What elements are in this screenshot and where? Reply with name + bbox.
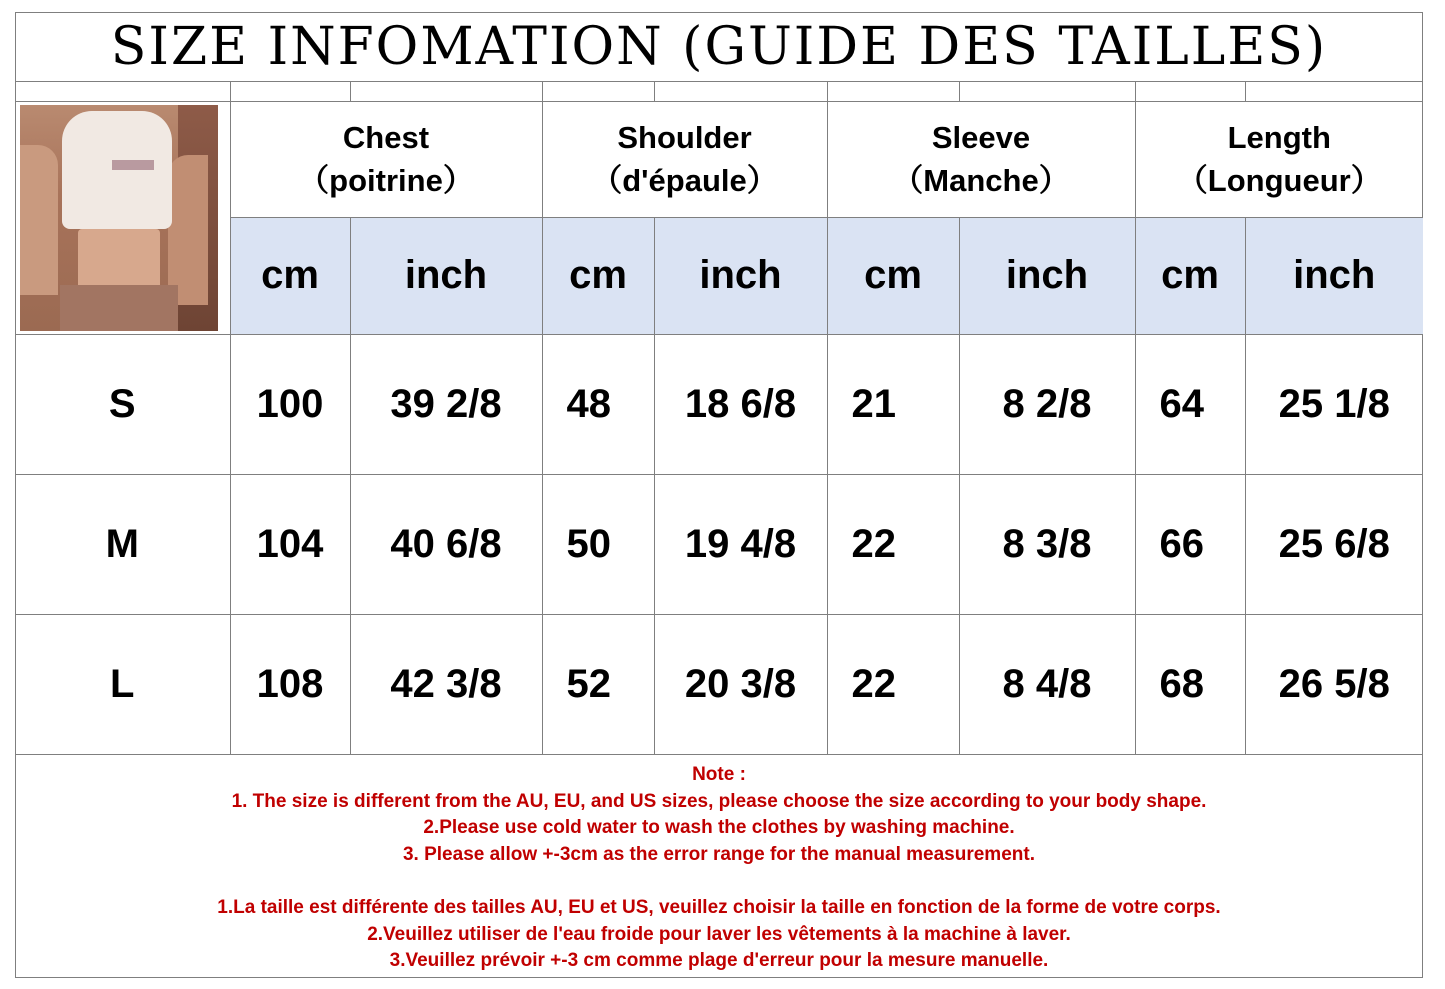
length-inch: 25 1/8 xyxy=(1245,334,1423,474)
length-cm: 68 xyxy=(1135,614,1245,754)
header-shoulder xyxy=(542,101,827,217)
table-row xyxy=(15,614,1423,754)
sleeve-inch: 8 2/8 xyxy=(959,334,1135,474)
unit-inch: inch xyxy=(959,217,1135,334)
measure-header-row xyxy=(15,101,1423,217)
note-en-line: 3. Please allow +-3cm as the error range for the manual measurement. xyxy=(402,843,1035,865)
note-section xyxy=(15,754,1423,978)
note-gap xyxy=(15,868,1423,895)
note-fr-line: 1.La taille est différente des tailles AU, EU et US, veuillez choisir la taille en fonction de la forme de votre corps. xyxy=(217,896,1221,918)
length-cm: 64 xyxy=(1135,334,1245,474)
sleeve-inch: 8 3/8 xyxy=(959,474,1135,614)
note-heading: Note : xyxy=(692,764,746,785)
chest-inch: 42 3/8 xyxy=(350,614,542,754)
header-sleeve-en: Sleeve xyxy=(931,120,1031,155)
sleeve-cm: 21 xyxy=(827,334,959,474)
chart-title: SIZE INFOMATION (GUIDE DES TAILLES) xyxy=(15,12,1423,82)
size-label: M xyxy=(15,474,230,614)
shoulder-cm: 52 xyxy=(542,614,654,754)
size-label: S xyxy=(15,334,230,474)
shoulder-inch: 20 3/8 xyxy=(654,614,827,754)
header-chest xyxy=(230,101,542,217)
unit-cm: cm xyxy=(230,217,350,334)
length-inch: 26 5/8 xyxy=(1245,614,1423,754)
size-table xyxy=(15,82,1423,755)
header-shoulder-fr: （d'épaule） xyxy=(591,163,778,198)
unit-cm: cm xyxy=(827,217,959,334)
unit-inch: inch xyxy=(654,217,827,334)
header-length xyxy=(1135,101,1423,217)
shoulder-cm: 50 xyxy=(542,474,654,614)
unit-cm: cm xyxy=(1135,217,1245,334)
product-photo-cell xyxy=(15,101,230,334)
product-photo xyxy=(20,105,218,331)
chest-inch: 40 6/8 xyxy=(350,474,542,614)
table-row xyxy=(15,474,1423,614)
header-sleeve xyxy=(827,101,1135,217)
shoulder-inch: 19 4/8 xyxy=(654,474,827,614)
size-label: L xyxy=(15,614,230,754)
chest-inch: 39 2/8 xyxy=(350,334,542,474)
header-length-en: Length xyxy=(1227,120,1331,155)
note-en-line: 1. The size is different from the AU, EU, and US sizes, please choose the size according to your body shape. xyxy=(231,790,1207,812)
note-en-line: 2.Please use cold water to wash the clothes by washing machine. xyxy=(423,817,1015,839)
sleeve-cm: 22 xyxy=(827,474,959,614)
length-inch: 25 6/8 xyxy=(1245,474,1423,614)
sleeve-inch: 8 4/8 xyxy=(959,614,1135,754)
note-fr-line: 2.Veuillez utiliser de l'eau froide pour laver les vêtements à la machine à laver. xyxy=(367,923,1071,945)
chest-cm: 104 xyxy=(230,474,350,614)
header-chest-en: Chest xyxy=(342,120,430,155)
chest-cm: 100 xyxy=(230,334,350,474)
unit-inch: inch xyxy=(1245,217,1423,334)
table-row xyxy=(15,334,1423,474)
header-chest-fr: （poitrine） xyxy=(298,163,474,198)
header-shoulder-en: Shoulder xyxy=(617,120,752,155)
shoulder-cm: 48 xyxy=(542,334,654,474)
unit-cm: cm xyxy=(542,217,654,334)
length-cm: 66 xyxy=(1135,474,1245,614)
chest-cm: 108 xyxy=(230,614,350,754)
shoulder-inch: 18 6/8 xyxy=(654,334,827,474)
unit-inch: inch xyxy=(350,217,542,334)
header-sleeve-fr: （Manche） xyxy=(892,163,1070,198)
header-length-fr: （Longueur） xyxy=(1176,163,1382,198)
spacer-row xyxy=(15,82,1423,101)
sleeve-cm: 22 xyxy=(827,614,959,754)
note-fr-line: 3.Veuillez prévoir +-3 cm comme plage d'erreur pour la mesure manuelle. xyxy=(389,950,1049,972)
